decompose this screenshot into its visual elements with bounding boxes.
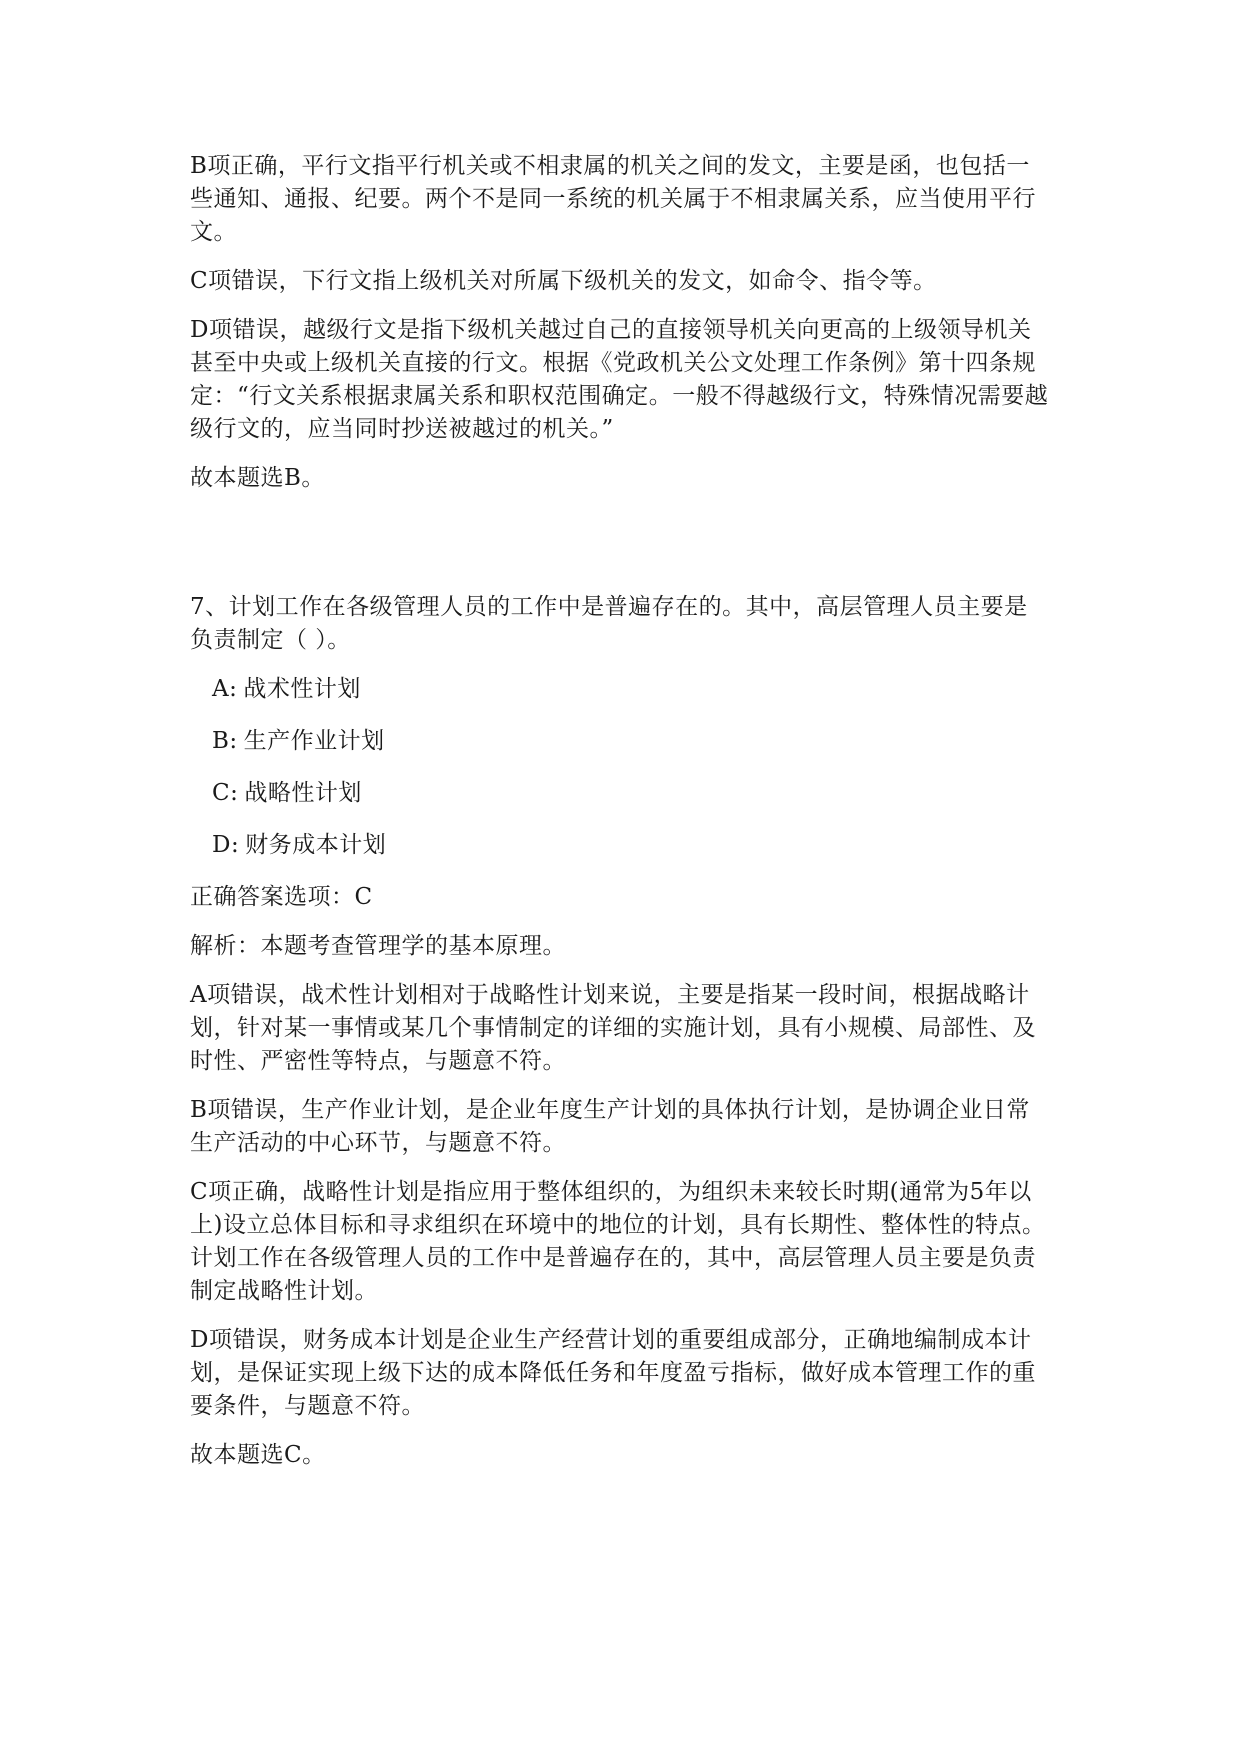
option-text: 战术性计划 bbox=[243, 676, 361, 702]
conclusion: 故本题选B。 bbox=[190, 465, 325, 491]
explanation-b: B项错误，生产作业计划，是企业年度生产计划的具体执行计划，是协调企业日常生产活动的中心环节，与题意不符。 bbox=[190, 1097, 1030, 1156]
question-stem: 7、计划工作在各级管理人员的工作中是普遍存在的。其中，高层管理人员主要是负责制定（ ）。 bbox=[190, 594, 1028, 653]
correct-answer: 正确答案选项：C bbox=[190, 884, 373, 910]
explanation-d: D项错误，财务成本计划是企业生产经营计划的重要组成部分，正确地编制成本计划，是保证实现上级下达的成本降低任务和年度盈亏指标，做好成本管理工作的重要条件，与题意不符。 bbox=[190, 1327, 1036, 1419]
option-key: A: bbox=[212, 676, 238, 702]
option-key: B: bbox=[212, 728, 238, 754]
explanation-a: A项错误，战术性计划相对于战略性计划来说，主要是指某一段时间，根据战略计划，针对某一事情或某几个事情制定的详细的实施计划，具有小规模、局部性、及时性、严密性等特点，与题意不符。 bbox=[190, 982, 1036, 1074]
option-text: 财务成本计划 bbox=[245, 832, 387, 858]
explanation-c: C项错误，下行文指上级机关对所属下级机关的发文，如命令、指令等。 bbox=[190, 268, 937, 294]
option-d bbox=[190, 829, 1050, 862]
section-spacer bbox=[190, 511, 1050, 591]
option-key: C: bbox=[212, 780, 239, 806]
option-c bbox=[190, 777, 1050, 810]
option-b bbox=[190, 725, 1050, 758]
option-key: D: bbox=[212, 832, 240, 858]
analysis-intro: 解析：本题考查管理学的基本原理。 bbox=[190, 933, 566, 959]
document-content bbox=[190, 150, 1050, 1488]
explanation-d: D项错误，越级行文是指下级机关越过自己的直接领导机关向更高的上级领导机关甚至中央或上级机关直接的行文。根据《党政机关公文处理工作条例》第十四条规定：“行文关系根据隶属关系和职权范围确定。一般不得越级行文，特殊情况需要越级行文的，应当同时抄送被越过的机关。” bbox=[190, 317, 1049, 442]
option-text: 生产作业计划 bbox=[243, 728, 385, 754]
conclusion: 故本题选C。 bbox=[190, 1442, 326, 1468]
previous-question-explanation bbox=[190, 150, 1050, 495]
option-a bbox=[190, 673, 1050, 706]
option-text: 战略性计划 bbox=[244, 780, 362, 806]
explanation-c: C项正确，战略性计划是指应用于整体组织的，为组织未来较长时期(通常为5年以上)设立总体目标和寻求组织在环境中的地位的计划，具有长期性、整体性的特点。计划工作在各级管理人员的工作中是普遍存在的，其中，高层管理人员主要是负责制定战略性计划。 bbox=[190, 1179, 1046, 1304]
explanation-b: B项正确，平行文指平行机关或不相隶属的机关之间的发文，主要是函，也包括一些通知、通报、纪要。两个不是同一系统的机关属于不相隶属关系，应当使用平行文。 bbox=[190, 153, 1036, 245]
question-7 bbox=[190, 591, 1050, 1472]
